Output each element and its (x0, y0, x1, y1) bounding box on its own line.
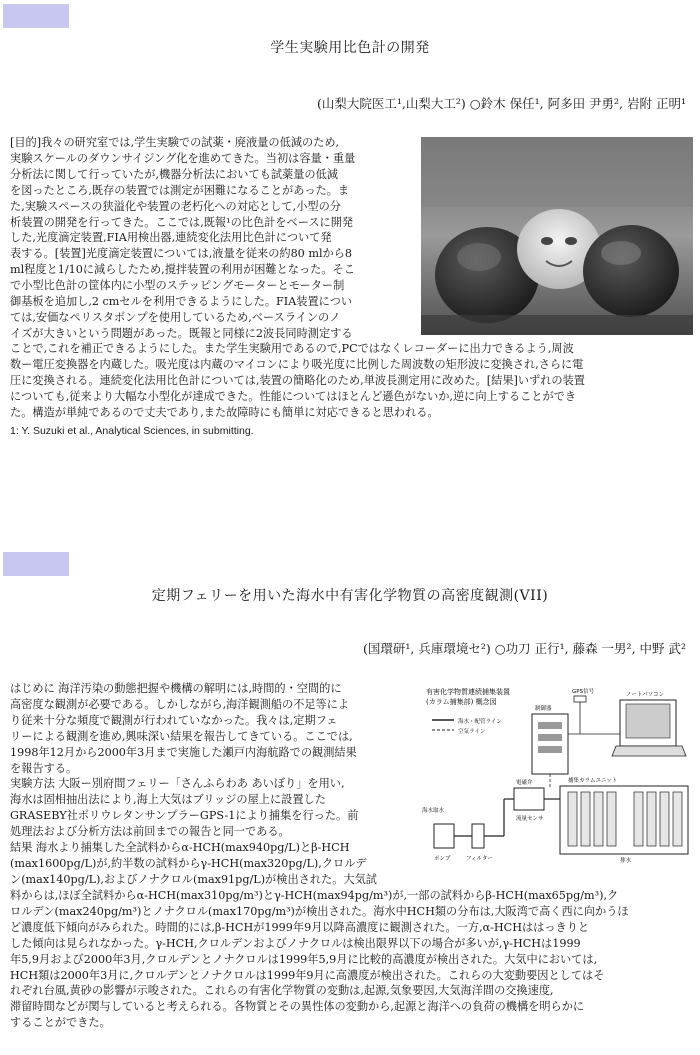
body-line: 析装置の開発を行ってきた。ここでは,既報¹の比色計をベースに開発 (10, 215, 354, 229)
body-line: した傾向は見られなかった。γ-HCH,クロルデンおよびノナクロルは検出限界以下の場合が多いが,γ-HCHは1999 (10, 936, 581, 950)
apparatus-diagram (420, 684, 695, 864)
body-line: リーによる観測を進め,興味深い結果を報告してきている。ここでは, (10, 729, 353, 743)
body-line: イズが大きいという問題があった。既報と同様に2波長同時測定する (10, 326, 353, 340)
filter-label: フィルター (466, 856, 493, 862)
body-line: を報告する。 (10, 761, 78, 775)
body-line: を図ったところ,既存の装置では測定が困難になることがあった。ま (10, 183, 350, 197)
body-line: ど濃度低下傾向がみられた。時間的には,β-HCHが1999年9月以降高濃度に観測された。一方,α-HCHははっきりと (10, 920, 590, 934)
filter (472, 824, 484, 848)
pump-label: ポンプ (434, 856, 451, 862)
body-line: り従来十分な頻度で観測が行われていなかった。我々は,定期フェ (10, 713, 338, 727)
valve-label: 電磁弁 (516, 780, 533, 786)
pump (434, 824, 454, 848)
article2-body-full (10, 888, 690, 1031)
article1-body-left (10, 135, 414, 342)
article1-reference: 1: Y. Suzuki et al., Analytical Sciences, in submitting. (10, 425, 254, 437)
article1-authors: (山梨大院医工¹,山梨大工²) ○鈴木 保任¹, 阿多田 尹勇², 岩附 正明¹ (317, 96, 686, 111)
legend-sea-line: 海水・配管ライン (458, 719, 502, 725)
article1-title: 学生実験用比色計の開発 (270, 40, 430, 56)
body-line: 実験方法 大阪ー別府間フェリー「さんふらわあ あいぼり」を用い, (10, 777, 345, 791)
body-line: 御基板を追加し,2 cmセルを利用できるようにした。FIA装置につい (10, 295, 353, 309)
body-line: ml程度と1/10に減らしたため,撹拌装置の利用が困難となった。そこ (10, 263, 355, 277)
body-line: 結果 海水より捕集した全試料からα-HCH(max940pg/L)とβ-HCH (10, 841, 350, 855)
article1-body-full (10, 341, 690, 421)
outlet-label: 排水 (620, 858, 632, 864)
body-line: についても,従来より大幅な小型化が達成できた。性能についてはほとんど遜色がないか,逆に向上することができ (10, 389, 577, 403)
body-line: ことで,これを補正できるようにした。また学生実験用であるので,PCではなくレコーダーに出力できるよう,周波 (10, 342, 574, 355)
instrument-photo (421, 137, 693, 335)
body-line: ン(max140pg/L),およびノナクロル(max91pg/L)が検出された。大気試 (10, 872, 377, 886)
body-line: 表する。[装置]光度滴定装置については,液量を従来の約80 mlから8 (10, 247, 353, 261)
article2-authors: (国環研¹, 兵庫環境セ²) ○功刀 正行¹, 藤森 一男², 中野 武² (363, 641, 686, 656)
inlet-label: 海水取水 (422, 808, 445, 814)
body-line: ては,安価なペリスタポンプを使用しているため,ベースラインのノ (10, 310, 341, 324)
section-tag (3, 4, 69, 28)
body-line: した,光度滴定装置,FIA用検出器,連続変化法用比色計について発 (10, 231, 332, 245)
body-line: た。構造が単純であるので丈夫であり,また故障時にも簡単に対応できると思われる。 (10, 405, 439, 419)
diagram-title: 有害化学物質連続捕集装置 (426, 688, 510, 696)
body-line: [目的]我々の研究室では,学生実験での試薬・廃液量の低減のため, (10, 136, 340, 149)
body-line: 数ー電圧変換器を内蔵した。吸光度は内蔵のマイコンにより吸光度に比例した周波数の矩形波に変換され,さらに電 (10, 357, 584, 371)
flow-label: 流量センサ (516, 816, 544, 822)
diagram-subtitle: (カラム捕集部) 概念図 (426, 698, 497, 706)
controller-label: 制御器 (535, 706, 552, 712)
valve-box (514, 788, 544, 810)
body-line: することができた。 (10, 1016, 111, 1030)
body-line: ロルデン(max240pg/m³)とノナクロル(max170pg/m³)が検出された。海水中HCH類の分布は,大阪湾で高く西に向かうほ (10, 904, 629, 918)
body-line: 処理法および分析方法は前回までの報告と同一である。 (10, 825, 290, 839)
body-line: 料からは,ほぼ全試料からα-HCH(max310pg/m³)とγ-HCH(max94pg/m³)が,一部の試料からβ-HCH(max65pg/m³),ク (10, 889, 619, 902)
article2-body-left (10, 681, 412, 888)
pc-label: ノートパソコン (626, 692, 665, 698)
body-line: (max1600pg/L)が,約半数の試料からγ-HCH(max320pg/L),クロルデ (10, 856, 367, 870)
body-line: GRASEBY社ポリウレタンサンプラーGPS-1により捕集を行った。前 (10, 809, 359, 823)
body-line: 1998年12月から2000年3月まで実施した瀬戸内海航路での観測結果 (10, 745, 357, 759)
body-line: 高密度な観測が必要である。しかしながら,海洋観測船の不足等によ (10, 697, 350, 711)
body-line: 実験スケールのダウンサイジング化を進めてきた。当初は容量・重量 (10, 151, 356, 165)
column-unit-label: 捕集カラムユニット (568, 778, 618, 784)
body-line: はじめに 海洋汚染の動態把握や機構の解明には,時間的・空間的に (10, 682, 342, 695)
body-line: 年5,9月および2000年3月,クロルデンとノナクロルは1999年5,9月に比較的高濃度が検出された。大気中においては, (10, 952, 598, 966)
body-line: 滞留時間などが関与していると考えられる。各物質とその異性体の変動から,起源と海洋への負荷の機構を明らかに (10, 1000, 585, 1014)
body-line: 分析法に関して行っていたが,機器分析法においても試薬量の低減 (10, 167, 338, 181)
body-line: HCH類は2000年3月に,クロルデンとノナクロルは1999年9月に高濃度が検出された。これらの大変動要因としてはそ (10, 968, 605, 982)
body-line: 海水は固相抽出法により,海上大気はブリッジの屋上に設置した (10, 793, 326, 807)
body-line: で小型比色計の筐体内に小型のステッピングモーターとモーター制 (10, 279, 345, 293)
gps-label: GPS信号 (572, 689, 595, 695)
article2-title: 定期フェリーを用いた海水中有害化学物質の高密度観測(VII) (151, 588, 549, 604)
body-line: た,実験スペースの狭溢化や装置の老朽化への対応として,小型の分 (10, 199, 341, 213)
body-line: れぞれ台風,黄砂の影響が示唆された。これらの有害化学物質の変動は,起源,気象要因,大気海洋間の交換速度, (10, 984, 554, 998)
section-tag (3, 552, 69, 576)
body-line: 圧に変換される。連続変化法用比色計については,装置の簡略化のため,単波長測定用に改めた。[結果]いずれの装置 (10, 373, 585, 387)
legend-air-line: 空気ライン (458, 729, 486, 735)
